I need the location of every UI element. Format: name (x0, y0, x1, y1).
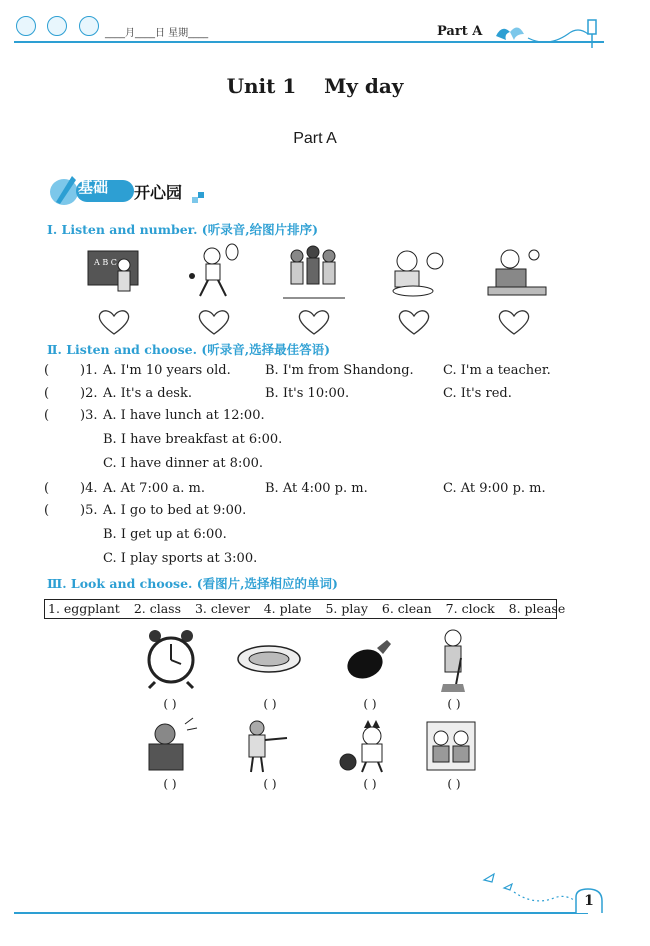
butterfly-lamp-decoration-icon (488, 14, 608, 50)
option-b: B. It's 10:00. (265, 386, 350, 401)
word-item: 8. please (508, 601, 566, 616)
date-line: ____月____日 星期____ (105, 28, 209, 39)
eggplant-picture (345, 638, 395, 682)
question-number: )1. (80, 363, 98, 378)
heart-answer-icon[interactable] (96, 308, 132, 336)
section-1-title: Ⅰ. Listen and number. (听录音,给图片排序) (47, 222, 318, 237)
section-2-title: Ⅱ. Listen and choose. (听录音,选择最佳答语) (47, 342, 331, 357)
option-a: A. I have lunch at 12:00. (103, 408, 265, 423)
girl-sweeping-picture (435, 628, 471, 694)
part-title: Part A (293, 130, 337, 147)
banner-square-icon (192, 197, 198, 203)
answer-paren[interactable]: ( (44, 386, 50, 401)
smiley-icon (47, 16, 67, 36)
unit-title: Unit 1 My day (226, 74, 404, 98)
kids-playing-picture (425, 720, 477, 772)
alarm-clock-picture (145, 628, 197, 690)
word-item: 4. plate (263, 601, 312, 616)
header-rule (14, 41, 604, 43)
cat-ball-picture (338, 720, 390, 774)
question-number: )2. (80, 386, 98, 401)
option-a: A. I go to bed at 9:00. (103, 503, 247, 518)
option-c: C. I play sports at 3:00. (103, 551, 258, 566)
option-b: B. At 4:00 p. m. (265, 481, 368, 496)
question-number: )4. (80, 481, 98, 496)
option-a: A. It's a desk. (103, 386, 192, 401)
option-c: C. It's red. (443, 386, 512, 401)
kids-dancing-picture (283, 242, 345, 302)
answer-blank[interactable]: ( ) (263, 777, 277, 791)
answer-blank[interactable]: ( ) (447, 777, 461, 791)
option-b: B. I'm from Shandong. (265, 363, 414, 378)
heart-answer-icon[interactable] (296, 308, 332, 336)
smiley-icon (79, 16, 99, 36)
answer-blank[interactable]: ( ) (163, 697, 177, 711)
option-c: C. I'm a teacher. (443, 363, 551, 378)
boy-tennis-picture (186, 244, 244, 302)
man-eating-picture (488, 245, 548, 299)
word-item: 1. eggplant (48, 601, 120, 616)
answer-blank[interactable]: ( ) (263, 697, 277, 711)
word-item: 5. play (325, 601, 368, 616)
banner-square-icon (198, 192, 204, 198)
classroom-teacher-picture (86, 245, 144, 295)
page-number: 1 (584, 893, 594, 909)
svg-text:A B C: A B C (94, 258, 117, 267)
heart-answer-icon[interactable] (496, 308, 532, 336)
answer-blank[interactable]: ( ) (363, 777, 377, 791)
boy-breakfast-picture (385, 247, 447, 299)
option-a: A. At 7:00 a. m. (103, 481, 205, 496)
banner-accent: 基础 (78, 178, 109, 196)
word-item: 3. clever (194, 601, 250, 616)
answer-paren[interactable]: ( (44, 481, 50, 496)
option-b: B. I get up at 6:00. (103, 527, 227, 542)
banner-main: 开心园 (134, 183, 183, 202)
section-banner (48, 172, 212, 208)
answer-paren[interactable]: ( (44, 408, 50, 423)
footer-decoration-icon (478, 868, 578, 908)
header-part-label: Part A (437, 24, 483, 39)
question-number: )3. (80, 408, 98, 423)
word-item: 2. class (133, 601, 181, 616)
option-c: C. I have dinner at 8:00. (103, 456, 264, 471)
answer-blank[interactable]: ( ) (363, 697, 377, 711)
answer-blank[interactable]: ( ) (447, 697, 461, 711)
answer-blank[interactable]: ( ) (163, 777, 177, 791)
option-c: C. At 9:00 p. m. (443, 481, 546, 496)
option-a: A. I'm 10 years old. (103, 363, 231, 378)
section-3-title: Ⅲ. Look and choose. (看图片,选择相应的单词) (47, 576, 338, 591)
man-idea-picture (145, 718, 197, 774)
heart-answer-icon[interactable] (396, 308, 432, 336)
answer-paren[interactable]: ( (44, 503, 50, 518)
word-item: 6. clean (381, 601, 432, 616)
word-item: 7. clock (445, 601, 495, 616)
man-pointing-picture (243, 718, 293, 774)
answer-paren[interactable]: ( (44, 363, 50, 378)
word-bank (44, 599, 566, 619)
footer-rule (14, 912, 588, 914)
smiley-icon (16, 16, 36, 36)
heart-answer-icon[interactable] (196, 308, 232, 336)
option-b: B. I have breakfast at 6:00. (103, 432, 283, 447)
question-number: )5. (80, 503, 98, 518)
plate-picture (236, 642, 302, 676)
